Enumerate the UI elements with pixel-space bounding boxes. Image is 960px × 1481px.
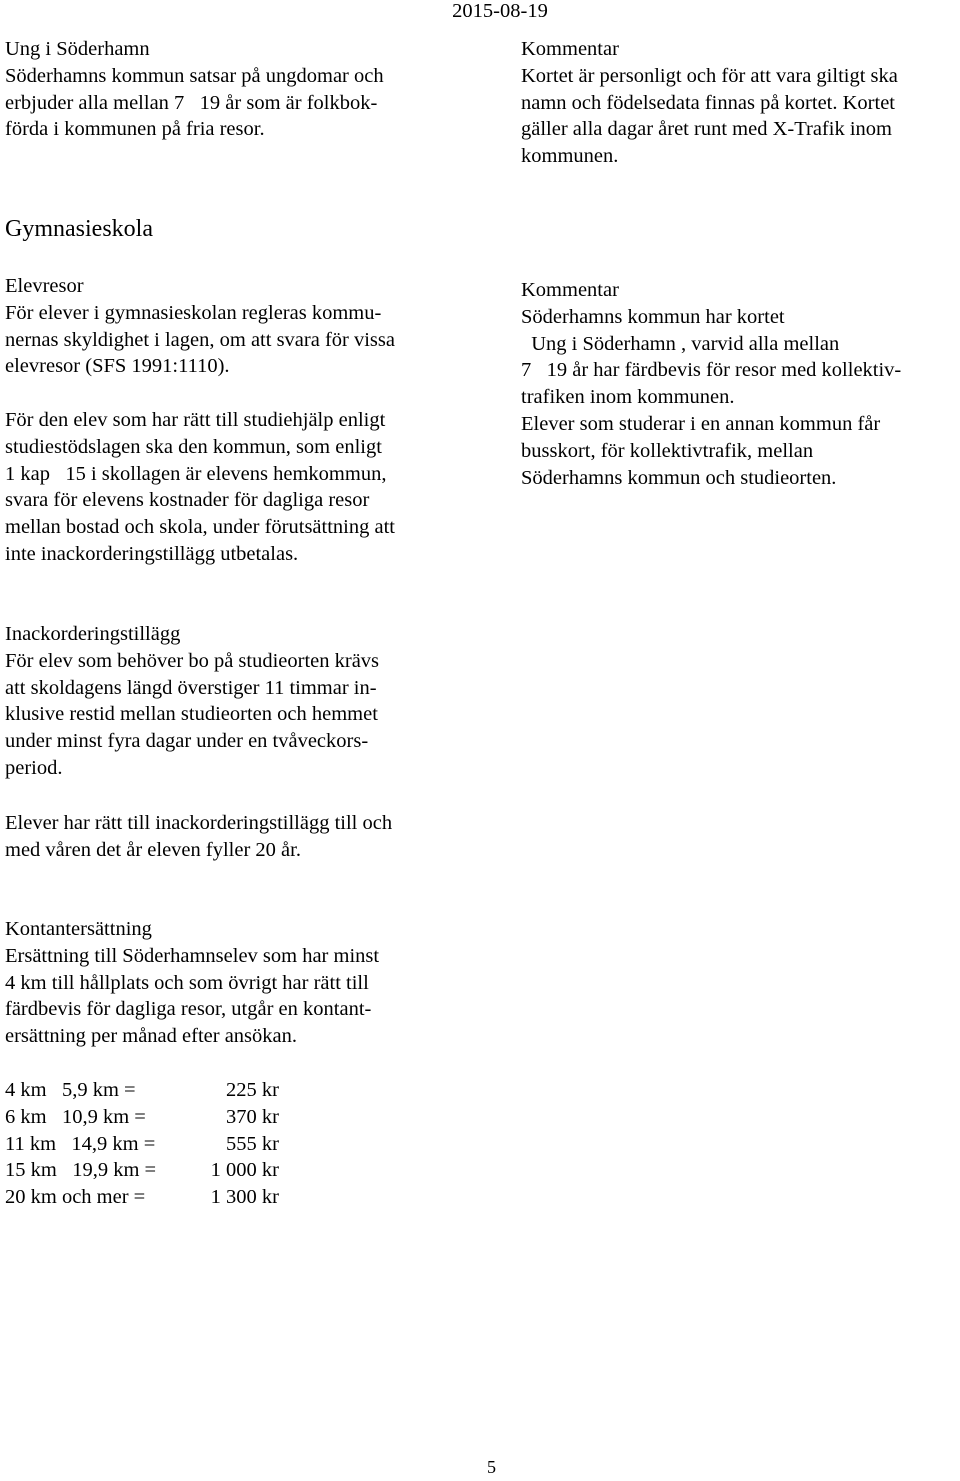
paragraph-line: period. [5,756,63,779]
section-inackorderingstillagg [5,621,475,782]
paragraph-line: busskort, för kollektivtrafik, mellan [521,439,814,462]
section-kommentar-2 [521,277,951,491]
paragraph-line: Söderhamns kommun har kortet [521,305,785,328]
section-title-elevresor: Elevresor [5,275,84,297]
paragraph-line: erbjuder alla mellan 7 19 år som är folkbok- [5,91,378,114]
section-title-ung-i-soderhamn: Ung i Söderhamn [5,38,150,60]
paragraph-line: namn och födelsedata finnas på kortet. Kortet [521,91,895,114]
paragraph-aldersgrans [5,810,475,864]
section-title-kontantersattning: Kontantersättning [5,918,152,940]
paragraph-line: För den elev som har rätt till studiehjälp enligt [5,409,386,431]
rate-row [5,1184,279,1211]
paragraph-line: ersättning per månad efter ansökan. [5,1025,298,1048]
paragraph-line: gäller alla dagar året runt med X-Trafik inom [521,118,892,141]
rate-amount: 1 000 kr [210,1159,279,1182]
rate-distance: 20 km och mer = [5,1186,146,1209]
paragraph-line: Elever har rätt till inackorderingstillägg till och [5,812,393,834]
section-title-kommentar: Kommentar [521,279,619,301]
paragraph-studiehjalp [5,407,475,568]
rate-amount: 370 kr [226,1105,279,1128]
paragraph-line: Kortet är personligt och för att vara giltigt ska [521,64,898,87]
paragraph-line: färdbevis för dagliga resor, utgår en kontant- [5,998,372,1021]
paragraph-line: svara för elevens kostnader för dagliga resor [5,489,370,512]
paragraph-line: nernas skyldighet i lagen, om att svara för vissa [5,328,395,351]
rate-amount: 1 300 kr [210,1186,279,1209]
rate-row [5,1131,279,1158]
paragraph-line: förda i kommunen på fria resor. [5,118,265,141]
rate-distance: 15 km 19,9 km = [5,1159,157,1182]
section-title-inackorderingstillagg: Inackorderingstillägg [5,623,181,645]
paragraph-line: med våren det år eleven fyller 20 år. [5,838,301,861]
paragraph-line: Ersättning till Söderhamnselev som har minst [5,944,380,967]
rate-amount: 555 kr [226,1132,279,1155]
rate-distance: 11 km 14,9 km = [5,1132,156,1155]
paragraph-line: För elev som behöver bo på studieorten krävs [5,649,380,672]
section-kommentar-1 [521,36,951,170]
paragraph-line: För elever i gymnasieskolan regleras kommu- [5,301,382,324]
paragraph-line: Elever som studerar i en annan kommun får [521,412,881,435]
paragraph-line: Ung i Söderhamn , varvid alla mellan [521,332,840,355]
rate-table [5,1077,279,1211]
rate-distance: 4 km 5,9 km = [5,1079,136,1101]
paragraph-line: trafiken inom kommunen. [521,386,735,409]
paragraph-line: Söderhamns kommun och studieorten. [521,466,837,489]
rate-row [5,1077,279,1104]
section-kontantersattning [5,916,475,1050]
paragraph-line: att skoldagens längd överstiger 11 timmar in- [5,676,377,699]
paragraph-line: inte inackorderingstillägg utbetalas. [5,542,299,565]
paragraph-line: elevresor (SFS 1991:1110). [5,355,230,378]
paragraph-line: 1 kap 15 i skollagen är elevens hemkommun, [5,462,387,485]
rate-amount: 225 kr [226,1079,279,1101]
paragraph-line: studiestödslagen ska den kommun, som enligt [5,435,382,458]
paragraph-line: 7 19 år har färdbevis för resor med kollektiv- [521,359,902,382]
rate-distance: 6 km 10,9 km = [5,1105,146,1128]
document-date: 2015-08-19 [452,0,548,22]
paragraph-line: klusive restid mellan studieorten och hemmet [5,703,378,726]
section-heading-gymnasieskola: Gymnasieskola [5,216,153,242]
section-elevresor [5,273,475,380]
paragraph-line: mellan bostad och skola, under förutsättning att [5,516,395,539]
paragraph-line: 4 km till hållplats och som övrigt har rätt till [5,971,369,994]
section-ung-i-soderhamn [5,36,475,143]
paragraph-line: kommunen. [521,145,619,168]
paragraph-line: Söderhamns kommun satsar på ungdomar och [5,64,384,87]
section-title-kommentar: Kommentar [521,38,619,60]
rate-row [5,1157,279,1184]
rate-row [5,1104,279,1131]
paragraph-line: under minst fyra dagar under en tvåveckors- [5,730,369,753]
page-number: 5 [487,1457,496,1477]
